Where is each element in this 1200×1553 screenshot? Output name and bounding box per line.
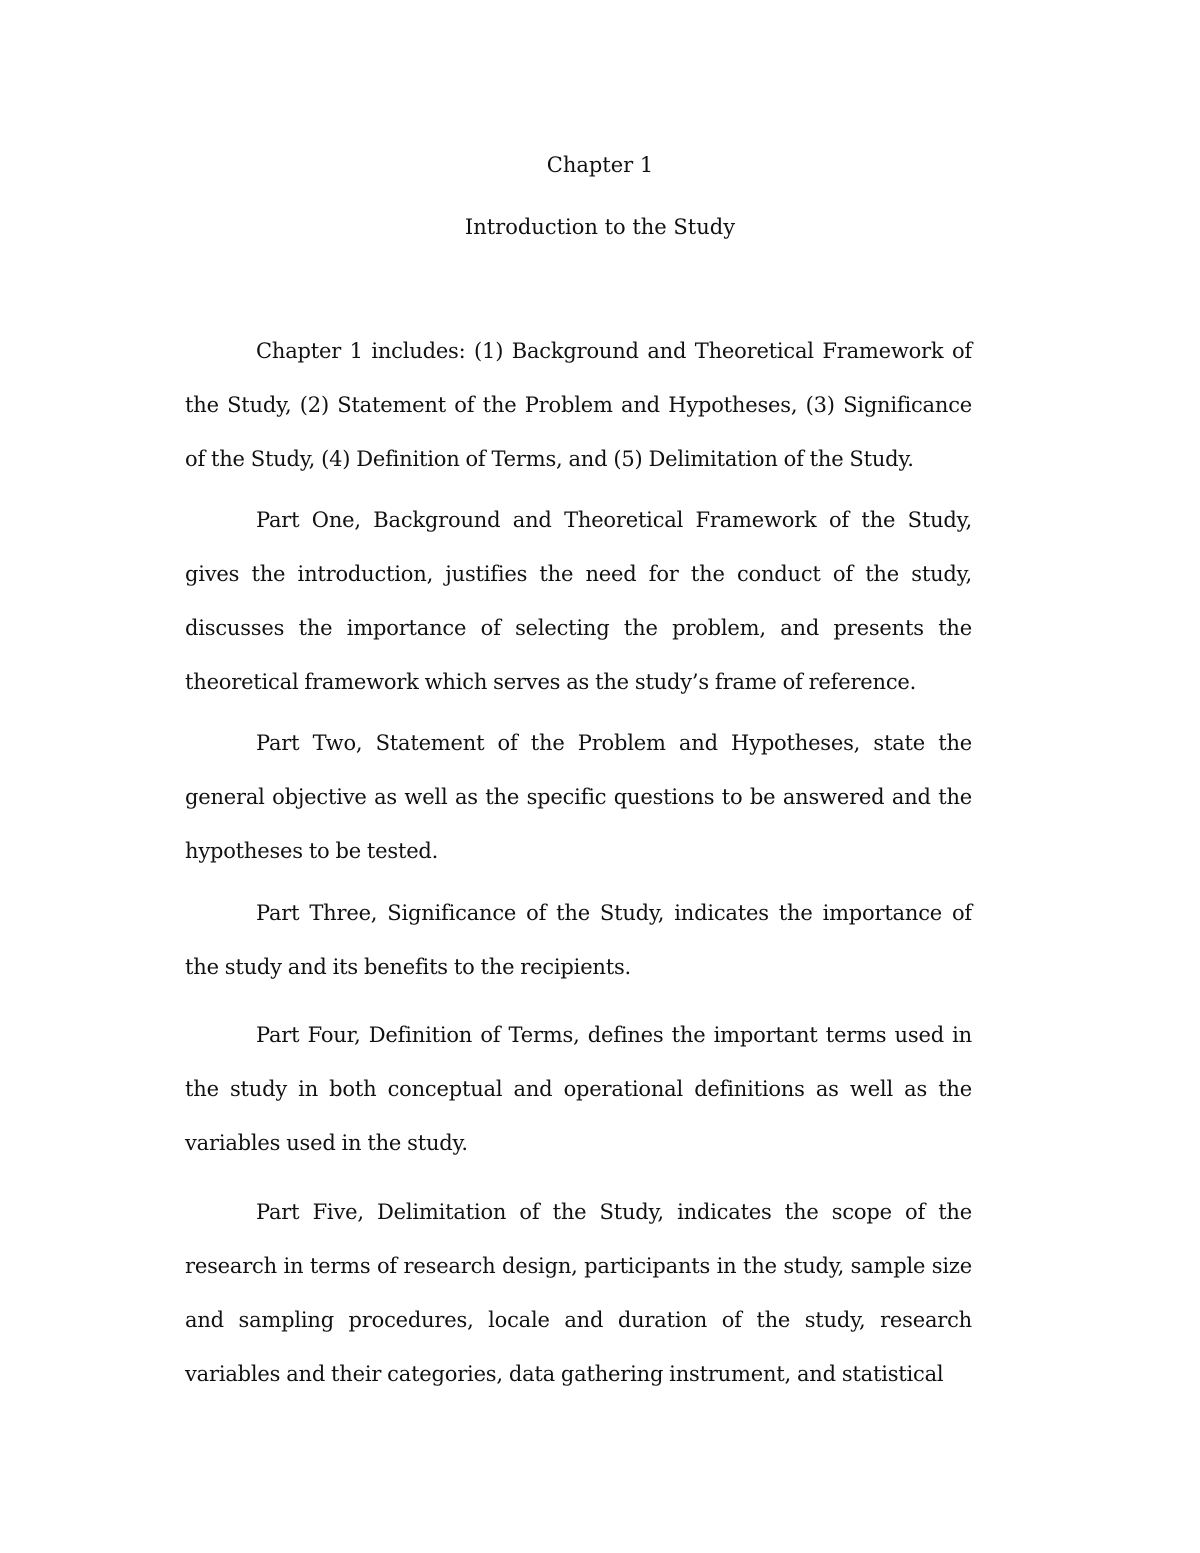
chapter-label: Chapter 1 [546, 153, 654, 177]
paragraph-part-three: Part Three, Significance of the Study, indicates the importance of the study and its benefits to the recipients. [185, 901, 972, 979]
paragraph-part-four: Part Four, Definition of Terms, defines the important terms used in the study in both conceptual and operational definitions as well as the variables used in the study. [185, 1023, 972, 1155]
paragraph-part-two: Part Two, Statement of the Problem and Hypotheses, state the general objective as well as the specific questions to be answered and the hypotheses to be tested. [185, 731, 972, 863]
chapter-title: Introduction to the Study [464, 215, 736, 239]
paragraph-part-five: Part Five, Delimitation of the Study, indicates the scope of the research in terms of research design, participants in the study, sample size and sampling procedures, locale and duration of the study, research variables and their categories, data gathering instrument, and statistical [185, 1200, 972, 1386]
paragraph-part-one: Part One, Background and Theoretical Framework of the Study, gives the introduction, justifies the need for the conduct of the study, discusses the importance of selecting the problem, and presents the theoretical framework which serves as the study’s frame of reference. [185, 508, 972, 694]
paragraph-chapter-overview: Chapter 1 includes: (1) Background and Theoretical Framework of the Study, (2) Statement of the Problem and Hypotheses, (3) Significance of the Study, (4) Definition of Terms, and (5) Delimitation of the Study. [185, 339, 972, 471]
